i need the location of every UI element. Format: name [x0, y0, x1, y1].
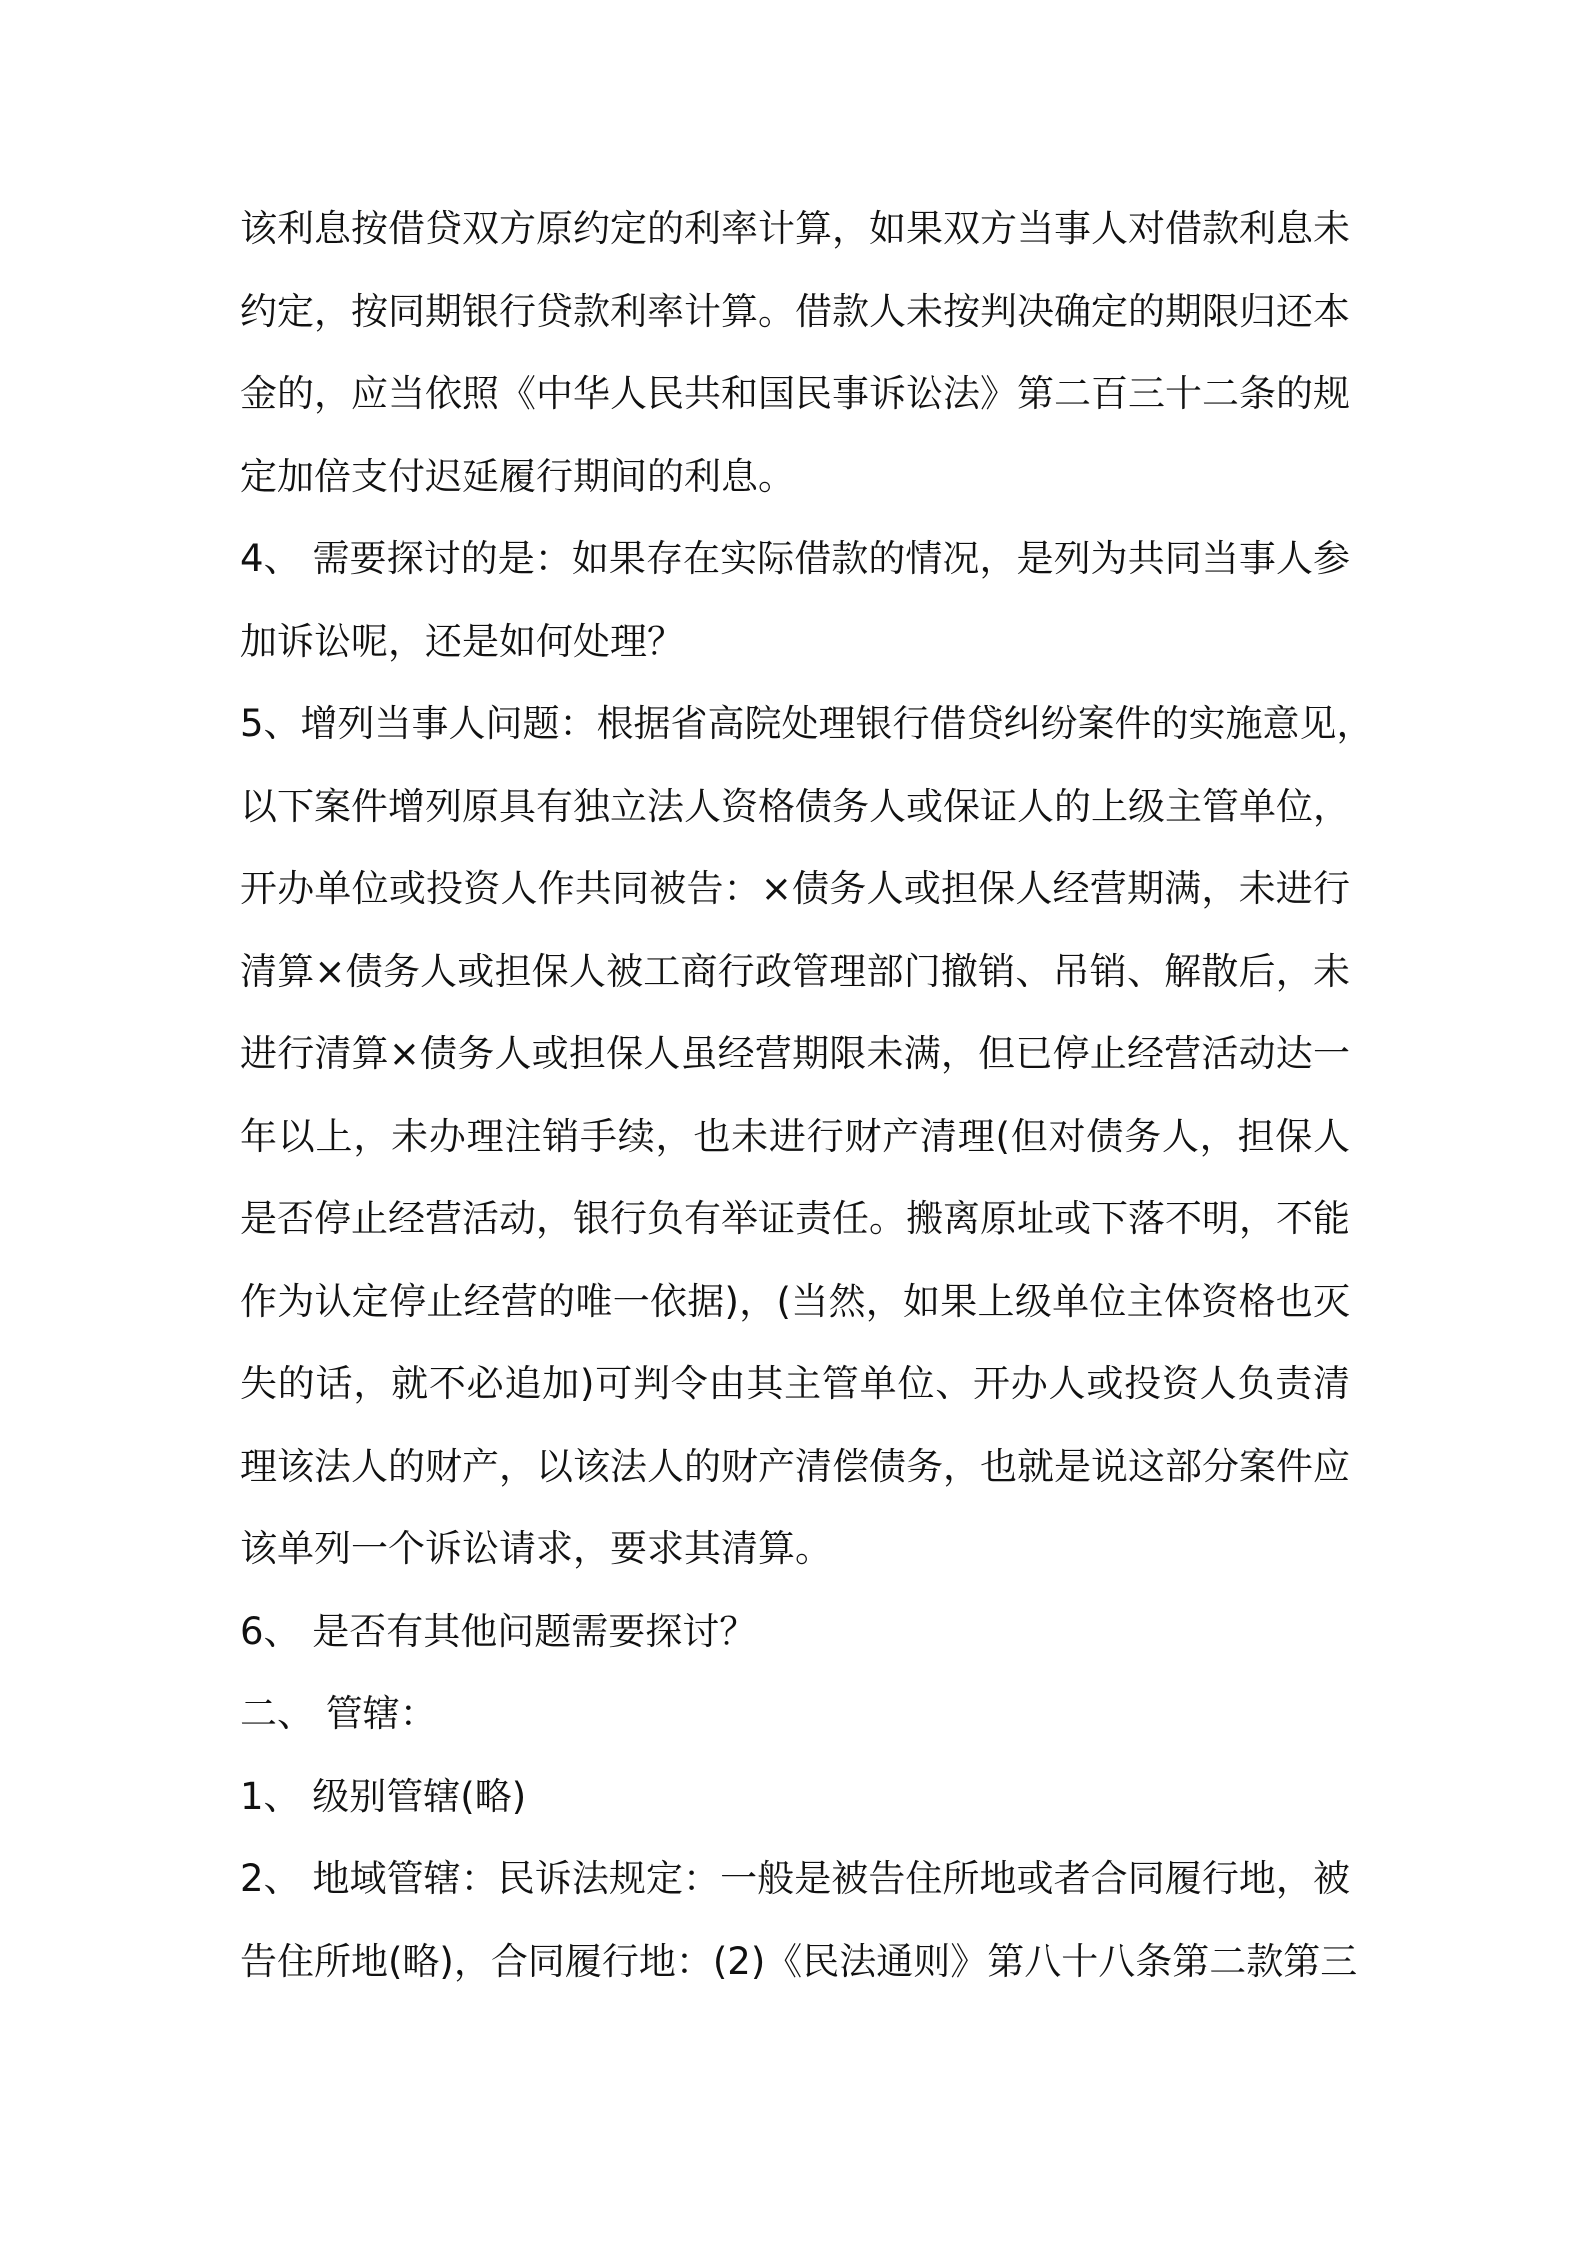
text-line: 定加倍支付迟延履行期间的利息。: [240, 454, 795, 498]
text-line: 2、 地域管辖：民诉法规定：一般是被告住所地或者合同履行地，被: [240, 1857, 1350, 1900]
text-line: 5、增列当事人问题：根据省高院处理银行借贷纠纷案件的实施意见，: [240, 702, 1374, 745]
text-line: 开办单位或投资人作共同被告：×债务人或担保人经营期满，未进行: [240, 867, 1350, 910]
text-line: 该单列一个诉讼请求，要求其清算。: [240, 1527, 832, 1570]
text-line: 理该法人的财产，以该法人的财产清偿债务，也就是说这部分案件应: [240, 1444, 1350, 1488]
text-line: 4、 需要探讨的是：如果存在实际借款的情况，是列为共同当事人参: [240, 537, 1350, 580]
text-line: 年以上，未办理注销手续，也未进行财产清理(但对债务人，担保人: [240, 1114, 1350, 1158]
text-line: 该利息按借贷双方原约定的利率计算，如果双方当事人对借款利息未: [240, 207, 1350, 250]
text-line: 失的话，就不必追加)可判令由其主管单位、开办人或投资人负责清: [240, 1362, 1350, 1405]
text-line: 清算×债务人或担保人被工商行政管理部门撤销、吊销、解散后，未: [240, 949, 1350, 993]
text-line: 加诉讼呢，还是如何处理？: [240, 619, 684, 663]
text-line: 以下案件增列原具有独立法人资格债务人或保证人的上级主管单位，: [240, 784, 1350, 828]
text-line: 进行清算×债务人或担保人虽经营期限未满，但已停止经营活动达一: [240, 1032, 1350, 1075]
text-line: 是否停止经营活动，银行负有举证责任。搬离原址或下落不明，不能: [240, 1197, 1350, 1240]
text-line: 作为认定停止经营的唯一依据)，(当然，如果上级单位主体资格也灭: [240, 1279, 1350, 1323]
text-line: 金的，应当依照《中华人民共和国民事诉讼法》第二百三十二条的规: [240, 372, 1350, 415]
text-line: 1、 级别管辖(略): [240, 1774, 527, 1818]
document-body: [240, 188, 1374, 2003]
text-line: 6、 是否有其他问题需要探讨？: [240, 1609, 757, 1653]
text-line: 约定，按同期银行贷款利率计算。借款人未按判决确定的期限归还本: [240, 289, 1350, 333]
text-line: 二、 管辖：: [240, 1692, 437, 1735]
text-line: 告住所地(略)，合同履行地：(2)《民法通则》第八十八条第二款第三: [240, 1939, 1358, 1983]
